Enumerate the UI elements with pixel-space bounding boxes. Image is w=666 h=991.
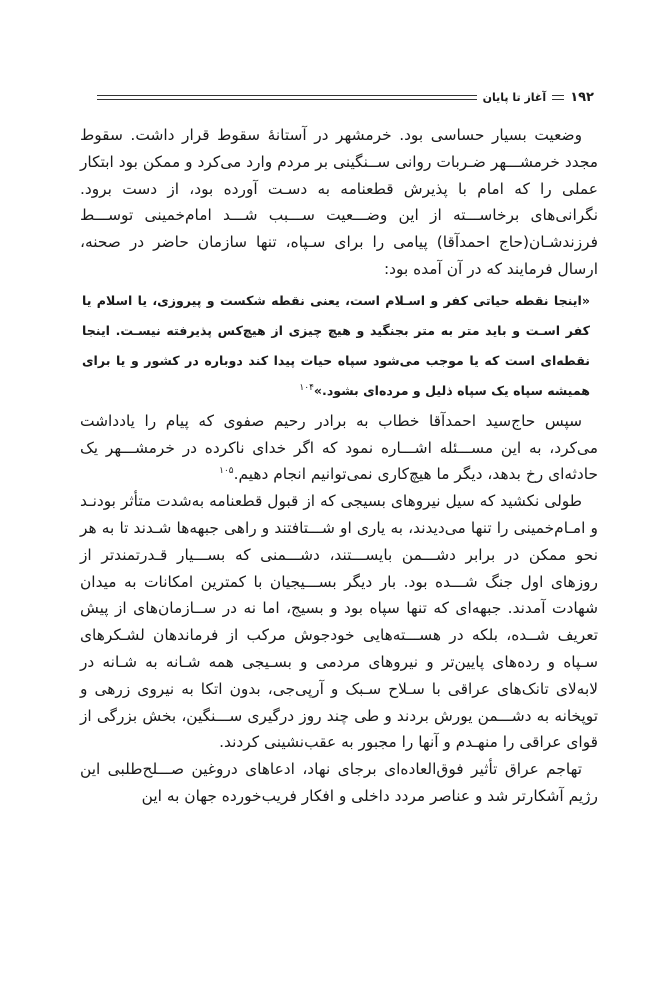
running-header — [97, 86, 594, 108]
running-title: آغاز تا پایان — [482, 90, 547, 104]
paragraph-3: طولی نکشید که سیل نیروهای بسیجی که از قبول قطعنامه به‌شدت متأثر بودنـد و امـام‌خمینی را تنها می‌دیدند، به یاری او شـــتافتند و راهی جبهه‌ها شـدند تا به هر نحو ممکن در برابر دشـــمن بایســـتند، دشـــمنی که بســـیار قـدرتمندتر از روزهای اول جنگ شـــده بود. بار دیگر بســـیجیان با کمترین امکانات به میدان شهادت آمدند. جبهه‌ای که تنها سپاه بود و بسیج، اما نه در ســازمان‌های از پیش تعریف شــده، بلکه در هســـته‌هایی خودجوش مرکب از فرماندهان لشـکرهای سـپاه و رده‌های پایین‌تر و نیروهای مردمی و بسـیجی همه شـانه به شـانه در لابه‌لای تانک‌های عراقی با سـلاح سـبک و آرپی‌جی، بدون اتکا به نیروی زرهی و توپخانه به دشـــمن یورش بردند و طی چند روز درگیری ســـنگین، بخش بزرگی از قوای عراقی را منهـدم و آنها را مجبور به عقب‌نشینی کردند. — [80, 492, 598, 752]
paragraph-4: تهاجم عراق تأثیر فوق‌العاده‌ای برجای نهاد، ادعاهای دروغین صـــلح‌طلبی این رژیم آشکارتر شد و عناصر مردد داخلی و افکار فریب‌خورده جهان به این — [80, 760, 598, 805]
paragraph-2 — [80, 408, 598, 488]
page-number: ۱۹۲ — [570, 89, 594, 105]
header-rule — [97, 95, 477, 100]
paragraph-2-text: سپس حاج‌سید احمدآقا خطاب به برادر رحیم صفوی که پیام را یادداشت می‌کرد، به این مســـئله اشـــاره نمود که اگر خدای ناکرده در خرمشـــهر یک حادثه‌ای رخ بدهد، دیگر ما هیچ‌کاری نمی‌توانیم انجام دهیم. — [80, 411, 598, 484]
page-body — [80, 122, 598, 810]
paragraph-1: وضعیت بسیار حساسی بود. خرمشهر در آستانهٔ سقوط قرار داشت. سقوط مجدد خرمشـــهر ضـربات روانی ســنگینی بر مردم وارد می‌کرد و ممکن بود ابتکار عملی را که امام با پذیرش قطعنامه به دسـت آورده بود، از دست برود. نگرانی‌های برخاســـته از این وضـــعیت ســـبب شـــد امام‌خمینی توســـط فرزندشـان(حاج احمدآقا) پیامی را برای سـپاه، تنها سازمان حاضر در صحنه، ارسال فرمایند که در آن آمده بود: — [80, 126, 598, 278]
block-quote — [80, 286, 598, 406]
quote-text: «اینجا نقطه حیاتی کفر و اسـلام است، یعنی نقطه شکست و پیروزی، یا اسلام یا کفر اسـت و باید متر به متر بجنگید و هیچ چیزی از هیچ‌کس پذیرفته نیسـت. اینجا نقطه‌ای است که یا موجب می‌شود سپاه حیات پیدا کند دوباره در کشور و یا برای همیشه سپاه یک سپاه ذلیل و مرده‌ای بشود.» — [82, 292, 590, 398]
footnote-ref-104: ۱۰۴ — [299, 382, 314, 393]
header-small-rule — [552, 95, 564, 100]
footnote-ref-105: ۱۰۵ — [219, 466, 234, 477]
